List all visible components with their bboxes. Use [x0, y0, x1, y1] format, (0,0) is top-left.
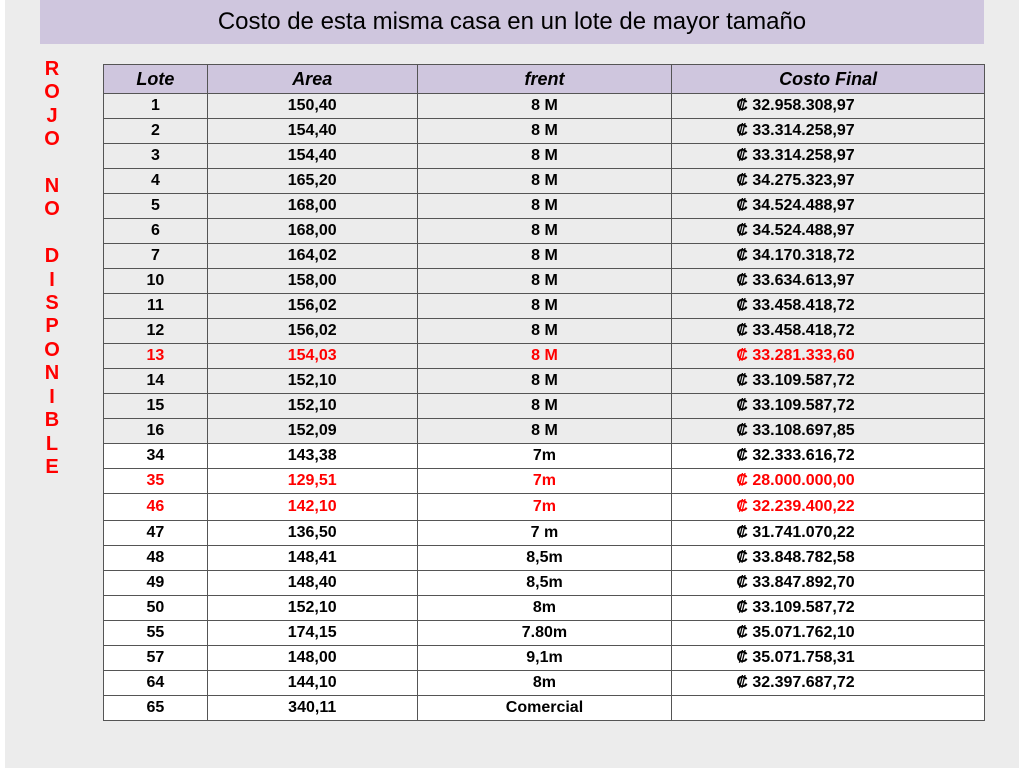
cell-costo-final: ₡ 33.281.333,60 — [672, 344, 985, 369]
cell-lote: 48 — [104, 546, 208, 571]
cell-lote: 4 — [104, 169, 208, 194]
cell-area: 158,00 — [207, 269, 417, 294]
cell-frent: 8 M — [417, 294, 672, 319]
table-row — [104, 494, 985, 521]
cell-lote: 14 — [104, 369, 208, 394]
cell-area: 168,00 — [207, 194, 417, 219]
table-row — [104, 269, 985, 294]
cell-costo-final — [672, 696, 985, 721]
table-row — [104, 394, 985, 419]
cell-costo-final: ₡ 33.109.587,72 — [672, 394, 985, 419]
cell-costo-final: ₡ 32.397.687,72 — [672, 671, 985, 696]
cell-area: 148,41 — [207, 546, 417, 571]
cell-costo-final: ₡ 34.275.323,97 — [672, 169, 985, 194]
cell-lote: 15 — [104, 394, 208, 419]
cell-lote: 35 — [104, 469, 208, 494]
cell-lote: 2 — [104, 119, 208, 144]
cell-lote: 11 — [104, 294, 208, 319]
cell-area: 148,40 — [207, 571, 417, 596]
header-frent: frent — [417, 65, 672, 94]
cell-area: 156,02 — [207, 294, 417, 319]
table-row — [104, 319, 985, 344]
table-row — [104, 219, 985, 244]
table-row — [104, 521, 985, 546]
cell-frent: Comercial — [417, 696, 672, 721]
table-row — [104, 294, 985, 319]
cell-lote: 46 — [104, 494, 208, 521]
table-row — [104, 696, 985, 721]
cell-frent: 9,1m — [417, 646, 672, 671]
cell-area: 152,10 — [207, 596, 417, 621]
cell-area: 152,10 — [207, 369, 417, 394]
cell-area: 152,09 — [207, 419, 417, 444]
table-body — [104, 94, 985, 721]
table-row — [104, 169, 985, 194]
cell-lote: 6 — [104, 219, 208, 244]
cell-lote: 13 — [104, 344, 208, 369]
cell-area: 154,40 — [207, 144, 417, 169]
cell-costo-final: ₡ 33.458.418,72 — [672, 294, 985, 319]
cell-area: 150,40 — [207, 94, 417, 119]
cell-frent: 8 M — [417, 269, 672, 294]
cell-lote: 47 — [104, 521, 208, 546]
cell-area: 165,20 — [207, 169, 417, 194]
cell-frent: 7 m — [417, 521, 672, 546]
table-row — [104, 444, 985, 469]
table-row — [104, 94, 985, 119]
cell-frent: 7m — [417, 494, 672, 521]
side-label-rojo-no-disponible: R O J O N O D I S P O N I B L E — [44, 58, 60, 478]
cell-frent: 8 M — [417, 144, 672, 169]
cell-costo-final: ₡ 33.108.697,85 — [672, 419, 985, 444]
table-row — [104, 469, 985, 494]
cell-area: 152,10 — [207, 394, 417, 419]
cell-frent: 8m — [417, 671, 672, 696]
cell-costo-final: ₡ 35.071.758,31 — [672, 646, 985, 671]
cell-lote: 55 — [104, 621, 208, 646]
header-area: Area — [207, 65, 417, 94]
cell-frent: 8,5m — [417, 546, 672, 571]
cell-frent: 8 M — [417, 169, 672, 194]
cell-lote: 16 — [104, 419, 208, 444]
cell-lote: 50 — [104, 596, 208, 621]
cell-frent: 8 M — [417, 319, 672, 344]
cell-costo-final: ₡ 34.524.488,97 — [672, 219, 985, 244]
cell-costo-final: ₡ 33.458.418,72 — [672, 319, 985, 344]
cell-area: 168,00 — [207, 219, 417, 244]
cell-area: 142,10 — [207, 494, 417, 521]
cell-costo-final: ₡ 31.741.070,22 — [672, 521, 985, 546]
cell-costo-final: ₡ 33.634.613,97 — [672, 269, 985, 294]
cell-area: 148,00 — [207, 646, 417, 671]
cell-costo-final: ₡ 34.170.318,72 — [672, 244, 985, 269]
cell-costo-final: ₡ 33.847.892,70 — [672, 571, 985, 596]
cell-lote: 49 — [104, 571, 208, 596]
table-row — [104, 671, 985, 696]
cell-area: 143,38 — [207, 444, 417, 469]
table-row — [104, 194, 985, 219]
cell-frent: 7m — [417, 469, 672, 494]
table-row — [104, 621, 985, 646]
cell-frent: 8 M — [417, 94, 672, 119]
cell-area: 340,11 — [207, 696, 417, 721]
table-row — [104, 369, 985, 394]
cell-costo-final: ₡ 33.109.587,72 — [672, 596, 985, 621]
cell-frent: 8m — [417, 596, 672, 621]
cell-area: 174,15 — [207, 621, 417, 646]
table-row — [104, 144, 985, 169]
cell-costo-final: ₡ 33.314.258,97 — [672, 144, 985, 169]
cell-frent: 8 M — [417, 119, 672, 144]
table-row — [104, 646, 985, 671]
header-costo-final: Costo Final — [672, 65, 985, 94]
table-row — [104, 119, 985, 144]
cell-costo-final: ₡ 33.848.782,58 — [672, 546, 985, 571]
cell-lote: 5 — [104, 194, 208, 219]
table-row — [104, 546, 985, 571]
cell-costo-final: ₡ 32.239.400,22 — [672, 494, 985, 521]
cell-costo-final: ₡ 32.333.616,72 — [672, 444, 985, 469]
cell-area: 136,50 — [207, 521, 417, 546]
cell-frent: 8 M — [417, 219, 672, 244]
cell-frent: 8 M — [417, 369, 672, 394]
cell-area: 144,10 — [207, 671, 417, 696]
table-row — [104, 571, 985, 596]
cell-costo-final: ₡ 35.071.762,10 — [672, 621, 985, 646]
cell-area: 154,40 — [207, 119, 417, 144]
table-row — [104, 244, 985, 269]
title-bar — [40, 0, 984, 44]
cell-frent: 8 M — [417, 244, 672, 269]
cell-costo-final: ₡ 33.109.587,72 — [672, 369, 985, 394]
page-title: Costo de esta misma casa en un lote de mayor tamaño — [217, 8, 807, 35]
cell-lote: 12 — [104, 319, 208, 344]
cell-lote: 7 — [104, 244, 208, 269]
cell-lote: 34 — [104, 444, 208, 469]
cell-area: 156,02 — [207, 319, 417, 344]
cell-lote: 64 — [104, 671, 208, 696]
cell-frent: 8 M — [417, 394, 672, 419]
cell-lote: 57 — [104, 646, 208, 671]
cell-costo-final: ₡ 28.000.000,00 — [672, 469, 985, 494]
lotes-table — [103, 64, 985, 721]
cell-frent: 7.80m — [417, 621, 672, 646]
cell-costo-final: ₡ 32.958.308,97 — [672, 94, 985, 119]
cell-frent: 8 M — [417, 419, 672, 444]
cell-lote: 10 — [104, 269, 208, 294]
table-row — [104, 596, 985, 621]
table-row — [104, 344, 985, 369]
cell-costo-final: ₡ 33.314.258,97 — [672, 119, 985, 144]
cell-lote: 1 — [104, 94, 208, 119]
cell-frent: 8 M — [417, 194, 672, 219]
header-lote: Lote — [104, 65, 208, 94]
cell-area: 164,02 — [207, 244, 417, 269]
table-header-row — [104, 65, 985, 94]
cell-lote: 65 — [104, 696, 208, 721]
cell-costo-final: ₡ 34.524.488,97 — [672, 194, 985, 219]
table-row — [104, 419, 985, 444]
cell-frent: 8 M — [417, 344, 672, 369]
cell-area: 129,51 — [207, 469, 417, 494]
cell-area: 154,03 — [207, 344, 417, 369]
cell-frent: 8,5m — [417, 571, 672, 596]
cell-frent: 7m — [417, 444, 672, 469]
cell-lote: 3 — [104, 144, 208, 169]
